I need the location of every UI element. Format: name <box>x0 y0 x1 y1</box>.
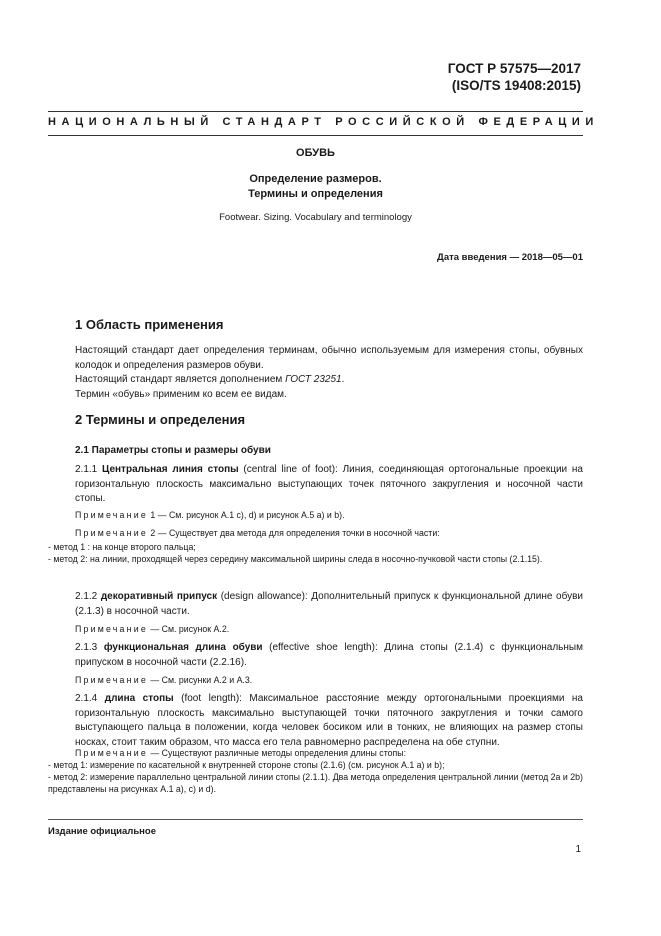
p2-text: Настоящий стандарт является дополнением <box>75 374 286 385</box>
term-definition: (central line of foot): Линия, соединяющая ортогональные проекции на горизонтальную плоскость максимально выступающих точек пяточного закругления и носочной части стопы. <box>75 464 583 504</box>
footer-rule <box>48 819 583 820</box>
note-2-method-2: - метод 2: на линии, проходящей через середину максимальной ширины следа в носочно-пучковой части стопы (2.1.15). <box>48 554 543 564</box>
term-2-1-2 <box>75 590 583 619</box>
note-3 <box>75 623 583 635</box>
org-rule <box>48 135 583 136</box>
subtitle-line-2: Термины и определения <box>248 188 383 200</box>
section-1-heading: 1 Область применения <box>75 317 224 332</box>
term-definition: (effective shoe length): Длина стопы (2.1.4) с функциональным припуском в носочной части (2.2.16). <box>75 642 583 668</box>
subsection-2-1-heading: 2.1 Параметры стопы и размеры обуви <box>75 445 271 456</box>
term-number: 2.1.3 <box>75 642 104 653</box>
note-5-methods <box>48 759 583 795</box>
term-2-1-2-text <box>75 590 583 619</box>
note-5-method-1: - метод 1: измерение по касательной к внутренней стороне стопы (2.1.6) (см. рисунок А.1 а) и b); <box>48 760 445 770</box>
note-4 <box>75 674 583 686</box>
term-name: декоративный припуск <box>100 591 218 602</box>
section-1-paragraph-3: Термин «обувь» применим ко всем ее видам. <box>75 388 287 400</box>
page-number: 1 <box>575 844 581 855</box>
note-1 <box>75 509 583 521</box>
term-name: функциональная длина обуви <box>103 642 263 653</box>
note-label: Примечание <box>75 748 148 758</box>
note-text: 2 — Существует два метода для определения точки в носочной части: <box>147 528 440 538</box>
note-2-1-2 <box>75 623 583 635</box>
document-title: ОБУВЬ <box>296 147 335 159</box>
term-definition: (foot length): Максимальное расстояние между ортогональными проекциями на горизонтальную плоскость максимально выступающей точки пяточного закругления и точки самого выступающего пальца в положении, когда человек босиком или в тонких, не влияющих на размер стопы носках, стоит таким образом, что масса его тела равномерно распределена на обе ступни. <box>75 693 583 748</box>
note-2-methods <box>48 541 583 565</box>
subtitle-line-1: Определение размеров. <box>249 173 382 185</box>
standard-number-block <box>448 60 581 94</box>
p2-end: . <box>341 374 345 385</box>
note-2 <box>75 527 583 539</box>
note-5 <box>75 747 583 759</box>
term-2-1-3 <box>75 641 583 670</box>
note-label: Примечание <box>75 528 148 538</box>
iso-number: (ISO/TS 19408:2015) <box>451 78 581 93</box>
term-2-1-1-text <box>75 463 583 507</box>
note-text: — См. рисунок А.2. <box>147 624 230 634</box>
term-number: 2.1.4 <box>75 693 105 704</box>
note-block-2-1-1 <box>75 509 583 539</box>
section-1-paragraph-2 <box>75 373 583 388</box>
section-1-paragraph-1: Настоящий стандарт дает определения терминам, обычно используемым для измерения стопы, обувных колодок и определения размеров обуви. <box>75 345 583 371</box>
english-title: Footwear. Sizing. Vocabulary and terminology <box>219 212 412 223</box>
section-1-body <box>75 344 583 402</box>
edition-label: Издание официальное <box>48 826 156 837</box>
note-text: — См. рисунки А.2 и А.3. <box>147 675 253 685</box>
gost-number: ГОСТ Р 57575—2017 <box>447 61 581 76</box>
note-label: Примечание <box>75 624 148 634</box>
note-text: 1 — См. рисунок А.1 с), d) и рисунок А.5 а) и b). <box>147 510 345 520</box>
note-2-1-4 <box>75 747 583 759</box>
term-2-1-4-text <box>75 692 583 750</box>
gost-reference: ГОСТ 23251 <box>285 374 342 385</box>
org-title: НАЦИОНАЛЬНЫЙ СТАНДАРТ РОССИЙСКОЙ ФЕДЕРАЦИИ <box>48 116 599 128</box>
note-5-method-2: - метод 2: измерение параллельно центральной линии стопы (2.1.1). Два метода определения центральной линии (метод 2а и 2b) представлены на рисунках А.1 а), с) и d). <box>48 772 583 794</box>
document-subtitle <box>48 172 583 202</box>
term-2-1-1 <box>75 463 583 507</box>
term-definition: (design allowance): Дополнительный припуск к функциональной длине обуви (2.1.3) в носочной части. <box>75 591 583 617</box>
note-2-1-3 <box>75 674 583 686</box>
term-name: длина стопы <box>104 693 174 704</box>
top-rule <box>48 111 583 112</box>
section-2-heading: 2 Термины и определения <box>75 412 246 427</box>
term-2-1-3-text <box>75 641 583 670</box>
term-number: 2.1.1 <box>75 464 103 475</box>
introduction-date: Дата введения — 2018—05—01 <box>437 252 583 263</box>
note-2-method-1: - метод 1 : на конце второго пальца; <box>48 542 196 552</box>
term-name: Центральная линия стопы <box>102 464 239 475</box>
note-text: — Существуют различные методы определения длины стопы: <box>147 748 407 758</box>
term-2-1-4 <box>75 692 583 750</box>
term-number: 2.1.2 <box>75 591 101 602</box>
note-label: Примечание <box>75 675 148 685</box>
note-label: Примечание <box>75 510 148 520</box>
